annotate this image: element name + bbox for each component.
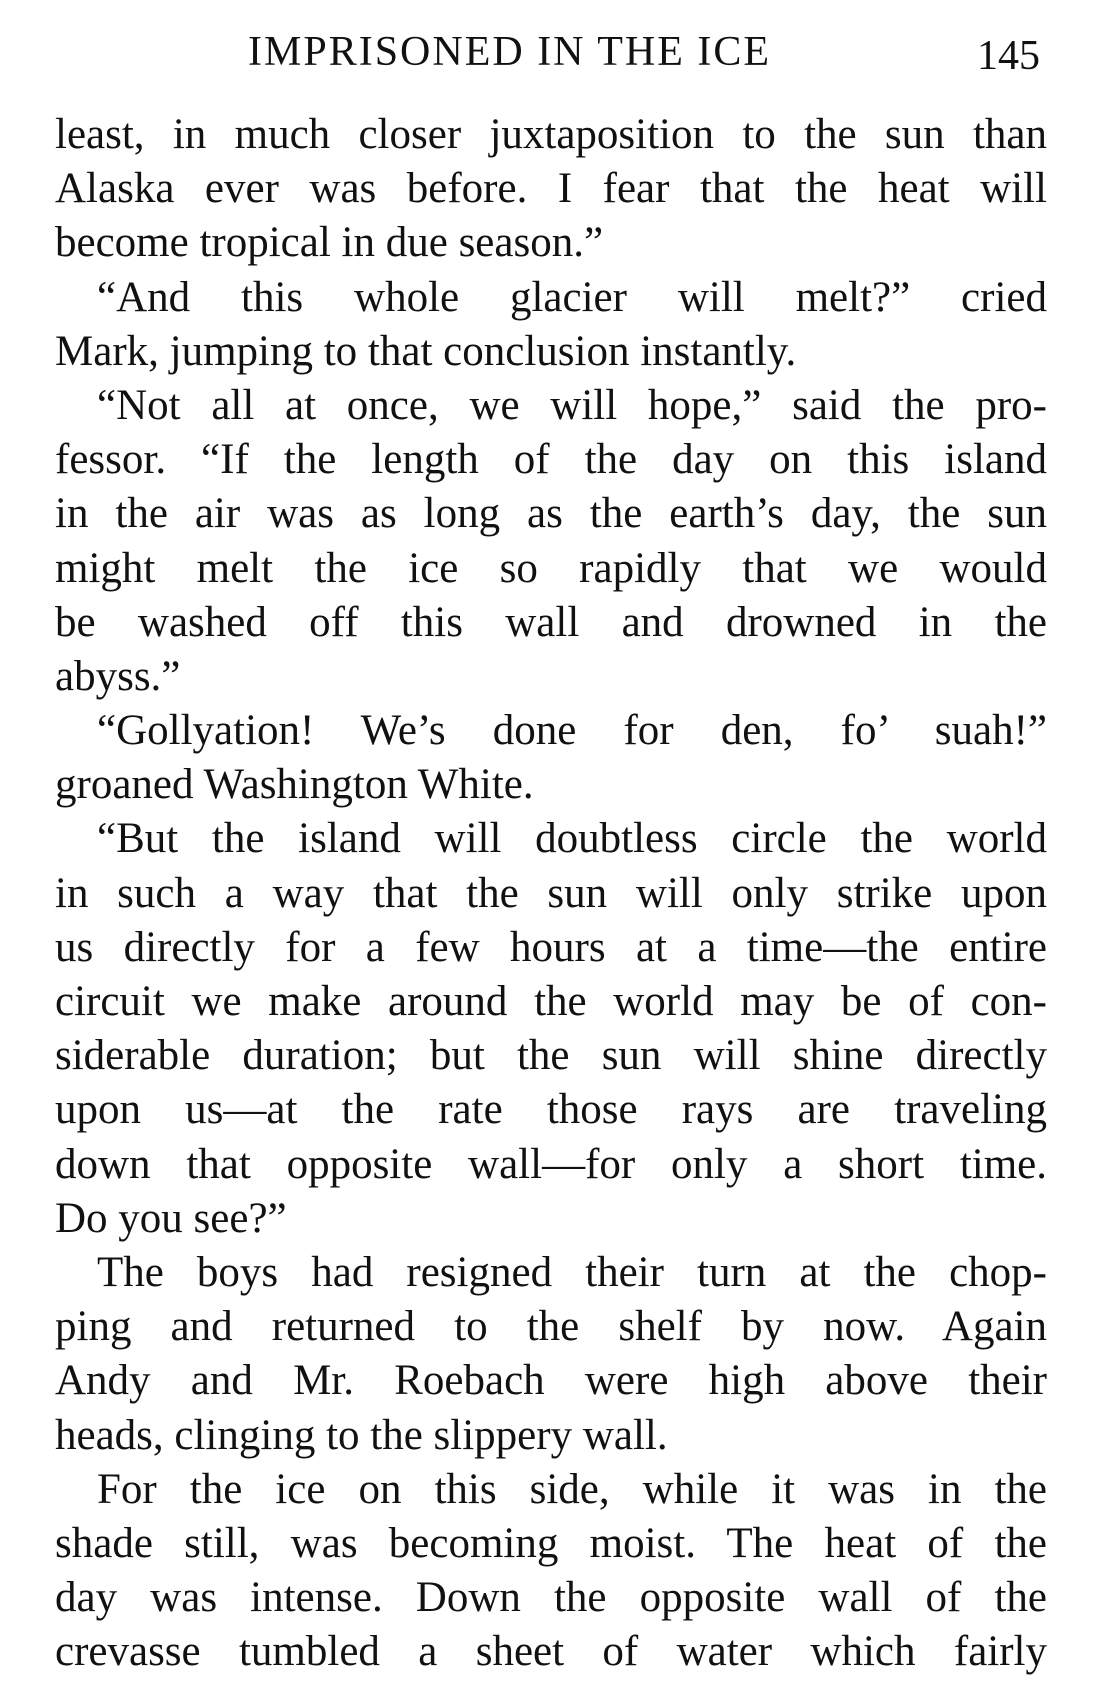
text-line: fessor. “If the length of the day on this island: [55, 436, 1047, 484]
text-line: be washed off this wall and drowned in the: [55, 598, 1047, 646]
text-line: upon us—at the rate those rays are traveling: [55, 1086, 1047, 1134]
text-line: “Not all at once, we will hope,” said the pro-: [97, 381, 1047, 429]
page-number: 145: [977, 33, 1040, 79]
running-head: [0, 22, 1102, 82]
text-line: For the ice on this side, while it was in the: [97, 1465, 1047, 1513]
text-line: circuit we make around the world may be of con-: [55, 978, 1047, 1025]
text-line: heads, clinging to the slippery wall.: [55, 1411, 668, 1459]
text-line: “And this whole glacier will melt?” cried: [97, 273, 1047, 321]
text-line: abyss.”: [55, 652, 181, 700]
text-line: groaned Washington White.: [55, 761, 534, 809]
text-line: in such a way that the sun will only strike upon: [55, 869, 1047, 917]
text-line: down that opposite wall—for only a short time.: [55, 1140, 1047, 1188]
text-line: in the air was as long as the earth’s day, the sun: [55, 490, 1047, 538]
text-line: siderable duration; but the sun will shine directly: [55, 1032, 1047, 1080]
text-line: Do you see?”: [55, 1194, 287, 1242]
text-line: “Gollyation! We’s done for den, fo’ suah!”: [97, 707, 1047, 755]
text-line: Alaska ever was before. I fear that the heat will: [55, 165, 1047, 213]
running-title: IMPRISONED IN THE ICE: [248, 29, 772, 75]
text-line: crevasse tumbled a sheet of water which fairly: [55, 1628, 1047, 1676]
text-line: us directly for a few hours at a time—the entire: [55, 923, 1047, 971]
body-text: [55, 108, 1047, 1679]
text-line: ping and returned to the shelf by now. Again: [55, 1303, 1047, 1351]
text-line: might melt the ice so rapidly that we would: [55, 544, 1047, 592]
text-line: Andy and Mr. Roebach were high above their: [55, 1357, 1047, 1405]
text-line: The boys had resigned their turn at the chop-: [97, 1248, 1047, 1296]
text-line: Mark, jumping to that conclusion instantly.: [55, 327, 797, 375]
text-line: shade still, was becoming moist. The heat of the: [55, 1519, 1047, 1567]
text-line: become tropical in due season.”: [55, 219, 604, 267]
text-line: “But the island will doubtless circle the world: [97, 815, 1047, 863]
text-line: day was intense. Down the opposite wall of the: [55, 1574, 1047, 1622]
text-line: least, in much closer juxtaposition to the sun than: [55, 111, 1047, 158]
